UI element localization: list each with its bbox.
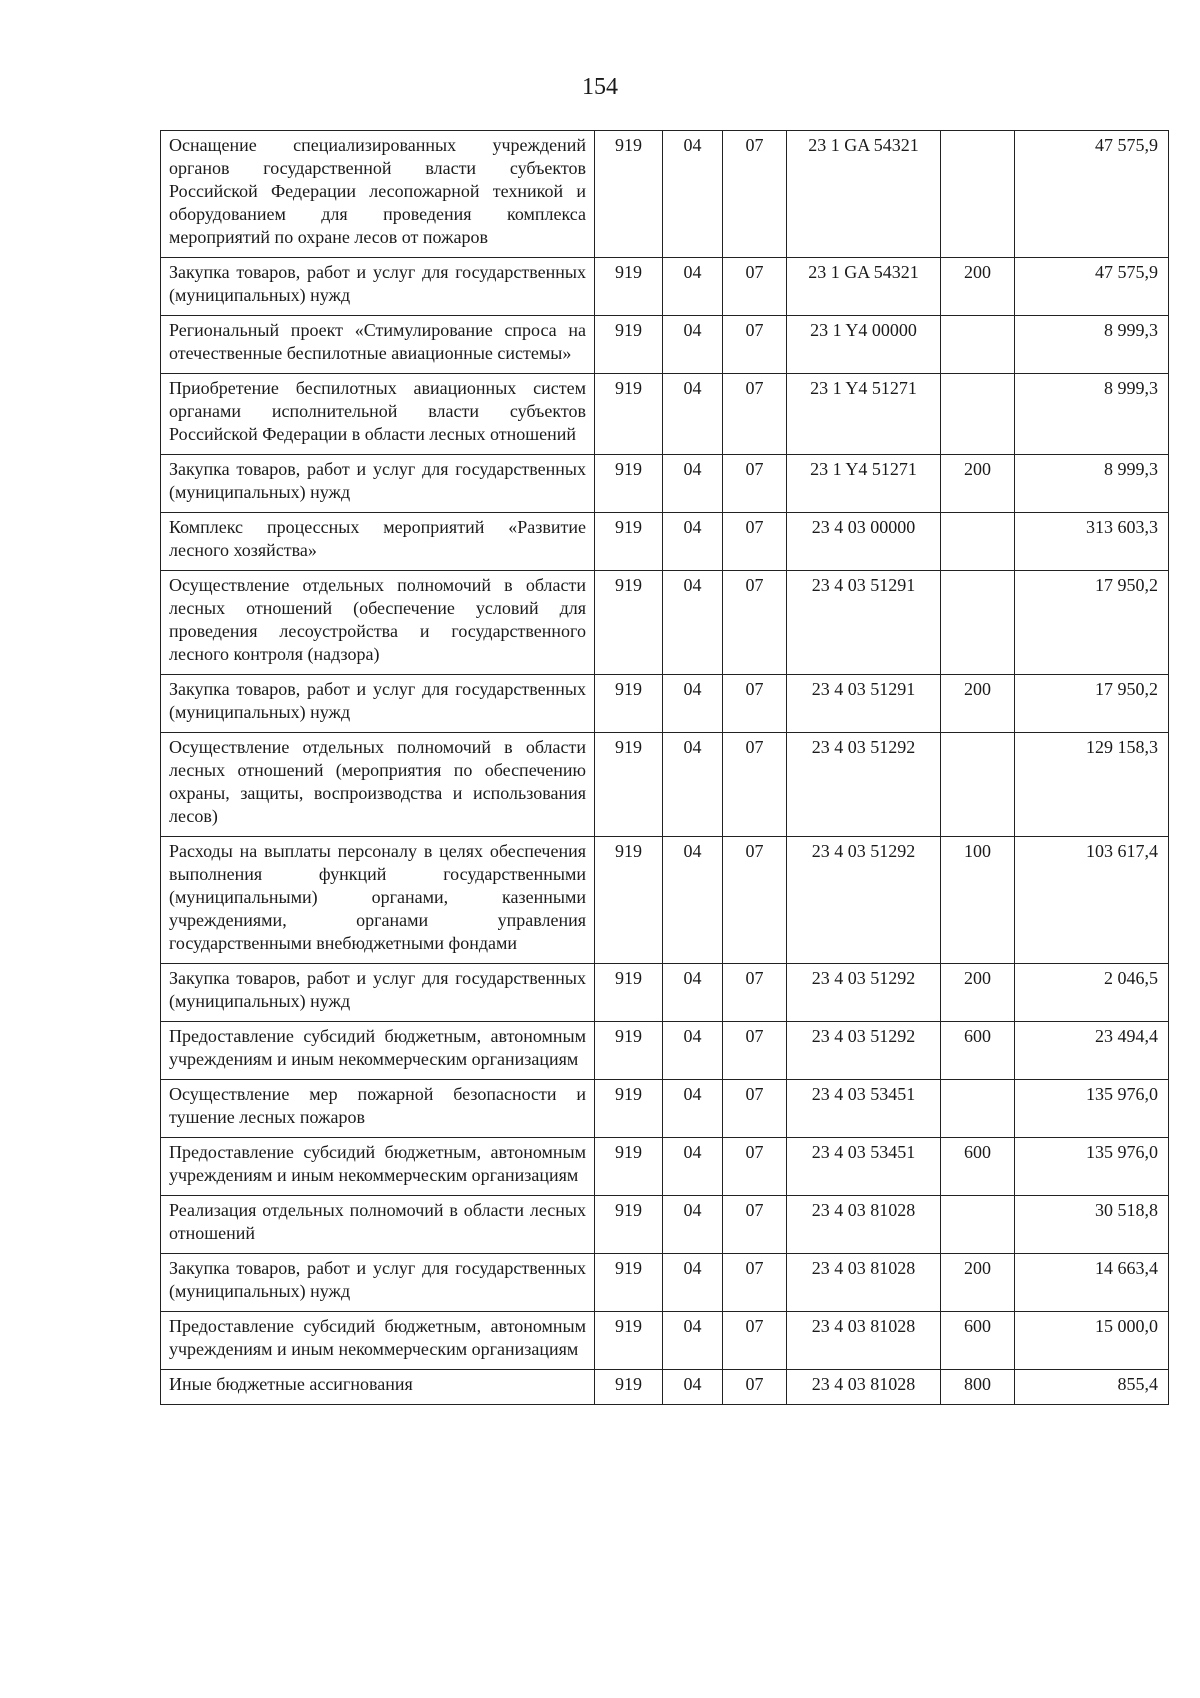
- target-article-cell: 23 4 03 81028: [787, 1196, 941, 1254]
- subsection-code-cell: 07: [723, 1370, 787, 1405]
- table-row: [161, 1254, 1169, 1312]
- ministry-code-cell: 919: [595, 675, 663, 733]
- section-code-cell: 04: [663, 513, 723, 571]
- subsection-code-cell: 07: [723, 1254, 787, 1312]
- target-article-cell: 23 1 Y4 51271: [787, 374, 941, 455]
- table-row: [161, 513, 1169, 571]
- amount-cell: 15 000,0: [1015, 1312, 1169, 1370]
- amount-cell: 135 976,0: [1015, 1080, 1169, 1138]
- ministry-code-cell: 919: [595, 316, 663, 374]
- section-code-cell: 04: [663, 1138, 723, 1196]
- expense-type-cell: [941, 1196, 1015, 1254]
- expense-type-cell: 200: [941, 1254, 1015, 1312]
- amount-cell: 14 663,4: [1015, 1254, 1169, 1312]
- table-row: [161, 455, 1169, 513]
- ministry-code-cell: 919: [595, 1138, 663, 1196]
- target-article-cell: 23 4 03 53451: [787, 1080, 941, 1138]
- ministry-code-cell: 919: [595, 374, 663, 455]
- ministry-code-cell: 919: [595, 258, 663, 316]
- target-article-cell: 23 4 03 51292: [787, 733, 941, 837]
- ministry-code-cell: 919: [595, 1370, 663, 1405]
- section-code-cell: 04: [663, 1370, 723, 1405]
- expense-type-cell: 100: [941, 837, 1015, 964]
- subsection-code-cell: 07: [723, 837, 787, 964]
- target-article-cell: 23 1 GA 54321: [787, 258, 941, 316]
- target-article-cell: 23 4 03 81028: [787, 1370, 941, 1405]
- ministry-code-cell: 919: [595, 733, 663, 837]
- amount-cell: 8 999,3: [1015, 374, 1169, 455]
- ministry-code-cell: 919: [595, 571, 663, 675]
- row-name-cell: Закупка товаров, работ и услуг для государственных (муниципальных) нужд: [161, 455, 595, 513]
- table-row: [161, 1370, 1169, 1405]
- subsection-code-cell: 07: [723, 374, 787, 455]
- subsection-code-cell: 07: [723, 258, 787, 316]
- section-code-cell: 04: [663, 837, 723, 964]
- amount-cell: 103 617,4: [1015, 837, 1169, 964]
- section-code-cell: 04: [663, 964, 723, 1022]
- row-name-cell: Предоставление субсидий бюджетным, автономным учреждениям и иным некоммерческим организациям: [161, 1312, 595, 1370]
- target-article-cell: 23 4 03 00000: [787, 513, 941, 571]
- amount-cell: 17 950,2: [1015, 675, 1169, 733]
- page-number: 154: [582, 74, 618, 100]
- subsection-code-cell: 07: [723, 455, 787, 513]
- expense-type-cell: 800: [941, 1370, 1015, 1405]
- subsection-code-cell: 07: [723, 316, 787, 374]
- expense-type-cell: [941, 1080, 1015, 1138]
- ministry-code-cell: 919: [595, 455, 663, 513]
- expense-type-cell: [941, 571, 1015, 675]
- row-name-cell: Региональный проект «Стимулирование спроса на отечественные беспилотные авиационные системы»: [161, 316, 595, 374]
- amount-cell: 129 158,3: [1015, 733, 1169, 837]
- expense-type-cell: 200: [941, 455, 1015, 513]
- target-article-cell: 23 4 03 53451: [787, 1138, 941, 1196]
- table-row: [161, 964, 1169, 1022]
- target-article-cell: 23 1 Y4 00000: [787, 316, 941, 374]
- section-code-cell: 04: [663, 675, 723, 733]
- row-name-cell: Расходы на выплаты персоналу в целях обеспечения выполнения функций государственными (муниципальными) органами, казенными учреждениями, органами управления государственными внебюджетными фондами: [161, 837, 595, 964]
- expense-type-cell: [941, 513, 1015, 571]
- table-row: [161, 1080, 1169, 1138]
- amount-cell: 8 999,3: [1015, 455, 1169, 513]
- section-code-cell: 04: [663, 131, 723, 258]
- section-code-cell: 04: [663, 1254, 723, 1312]
- subsection-code-cell: 07: [723, 1312, 787, 1370]
- row-name-cell: Закупка товаров, работ и услуг для государственных (муниципальных) нужд: [161, 1254, 595, 1312]
- expense-type-cell: 600: [941, 1022, 1015, 1080]
- amount-cell: 47 575,9: [1015, 131, 1169, 258]
- expense-type-cell: 200: [941, 258, 1015, 316]
- amount-cell: 313 603,3: [1015, 513, 1169, 571]
- expense-type-cell: [941, 131, 1015, 258]
- amount-cell: 2 046,5: [1015, 964, 1169, 1022]
- table-row: [161, 258, 1169, 316]
- target-article-cell: 23 1 Y4 51271: [787, 455, 941, 513]
- subsection-code-cell: 07: [723, 1022, 787, 1080]
- expense-type-cell: 200: [941, 964, 1015, 1022]
- expense-type-cell: 600: [941, 1138, 1015, 1196]
- row-name-cell: Реализация отдельных полномочий в области лесных отношений: [161, 1196, 595, 1254]
- row-name-cell: Закупка товаров, работ и услуг для государственных (муниципальных) нужд: [161, 258, 595, 316]
- target-article-cell: 23 4 03 51292: [787, 964, 941, 1022]
- row-name-cell: Закупка товаров, работ и услуг для государственных (муниципальных) нужд: [161, 964, 595, 1022]
- row-name-cell: Предоставление субсидий бюджетным, автономным учреждениям и иным некоммерческим организациям: [161, 1022, 595, 1080]
- amount-cell: 23 494,4: [1015, 1022, 1169, 1080]
- ministry-code-cell: 919: [595, 1022, 663, 1080]
- ministry-code-cell: 919: [595, 1254, 663, 1312]
- row-name-cell: Осуществление мер пожарной безопасности и тушение лесных пожаров: [161, 1080, 595, 1138]
- section-code-cell: 04: [663, 571, 723, 675]
- table-row: [161, 571, 1169, 675]
- subsection-code-cell: 07: [723, 1138, 787, 1196]
- target-article-cell: 23 4 03 81028: [787, 1312, 941, 1370]
- row-name-cell: Осуществление отдельных полномочий в области лесных отношений (мероприятия по обеспечению охраны, защиты, воспроизводства и использования лесов): [161, 733, 595, 837]
- target-article-cell: 23 4 03 51292: [787, 837, 941, 964]
- amount-cell: 855,4: [1015, 1370, 1169, 1405]
- target-article-cell: 23 4 03 51292: [787, 1022, 941, 1080]
- table-row: [161, 1022, 1169, 1080]
- budget-table-body: [161, 131, 1169, 1405]
- subsection-code-cell: 07: [723, 964, 787, 1022]
- amount-cell: 135 976,0: [1015, 1138, 1169, 1196]
- subsection-code-cell: 07: [723, 1196, 787, 1254]
- section-code-cell: 04: [663, 316, 723, 374]
- subsection-code-cell: 07: [723, 733, 787, 837]
- ministry-code-cell: 919: [595, 513, 663, 571]
- amount-cell: 30 518,8: [1015, 1196, 1169, 1254]
- row-name-cell: Приобретение беспилотных авиационных систем органами исполнительной власти субъектов Российской Федерации в области лесных отношений: [161, 374, 595, 455]
- budget-table: [160, 130, 1169, 1405]
- section-code-cell: 04: [663, 374, 723, 455]
- table-row: [161, 131, 1169, 258]
- section-code-cell: 04: [663, 1080, 723, 1138]
- ministry-code-cell: 919: [595, 837, 663, 964]
- subsection-code-cell: 07: [723, 675, 787, 733]
- subsection-code-cell: 07: [723, 571, 787, 675]
- table-row: [161, 374, 1169, 455]
- row-name-cell: Закупка товаров, работ и услуг для государственных (муниципальных) нужд: [161, 675, 595, 733]
- expense-type-cell: 200: [941, 675, 1015, 733]
- ministry-code-cell: 919: [595, 1080, 663, 1138]
- section-code-cell: 04: [663, 1312, 723, 1370]
- table-row: [161, 733, 1169, 837]
- section-code-cell: 04: [663, 455, 723, 513]
- section-code-cell: 04: [663, 1196, 723, 1254]
- target-article-cell: 23 4 03 51291: [787, 571, 941, 675]
- subsection-code-cell: 07: [723, 131, 787, 258]
- row-name-cell: Комплекс процессных мероприятий «Развитие лесного хозяйства»: [161, 513, 595, 571]
- target-article-cell: 23 4 03 51291: [787, 675, 941, 733]
- row-name-cell: Предоставление субсидий бюджетным, автономным учреждениям и иным некоммерческим организациям: [161, 1138, 595, 1196]
- subsection-code-cell: 07: [723, 513, 787, 571]
- amount-cell: 8 999,3: [1015, 316, 1169, 374]
- ministry-code-cell: 919: [595, 1312, 663, 1370]
- subsection-code-cell: 07: [723, 1080, 787, 1138]
- ministry-code-cell: 919: [595, 1196, 663, 1254]
- row-name-cell: Оснащение специализированных учреждений органов государственной власти субъектов Российской Федерации лесопожарной техникой и оборудованием для проведения комплекса мероприятий по охране лесов от пожаров: [161, 131, 595, 258]
- table-row: [161, 837, 1169, 964]
- table-row: [161, 316, 1169, 374]
- ministry-code-cell: 919: [595, 131, 663, 258]
- target-article-cell: 23 1 GA 54321: [787, 131, 941, 258]
- expense-type-cell: [941, 733, 1015, 837]
- table-row: [161, 1138, 1169, 1196]
- section-code-cell: 04: [663, 733, 723, 837]
- amount-cell: 17 950,2: [1015, 571, 1169, 675]
- table-row: [161, 675, 1169, 733]
- section-code-cell: 04: [663, 1022, 723, 1080]
- expense-type-cell: 600: [941, 1312, 1015, 1370]
- row-name-cell: Иные бюджетные ассигнования: [161, 1370, 595, 1405]
- amount-cell: 47 575,9: [1015, 258, 1169, 316]
- expense-type-cell: [941, 316, 1015, 374]
- target-article-cell: 23 4 03 81028: [787, 1254, 941, 1312]
- table-row: [161, 1312, 1169, 1370]
- table-row: [161, 1196, 1169, 1254]
- section-code-cell: 04: [663, 258, 723, 316]
- ministry-code-cell: 919: [595, 964, 663, 1022]
- expense-type-cell: [941, 374, 1015, 455]
- row-name-cell: Осуществление отдельных полномочий в области лесных отношений (обеспечение условий для проведения лесоустройства и государственного лесного контроля (надзора): [161, 571, 595, 675]
